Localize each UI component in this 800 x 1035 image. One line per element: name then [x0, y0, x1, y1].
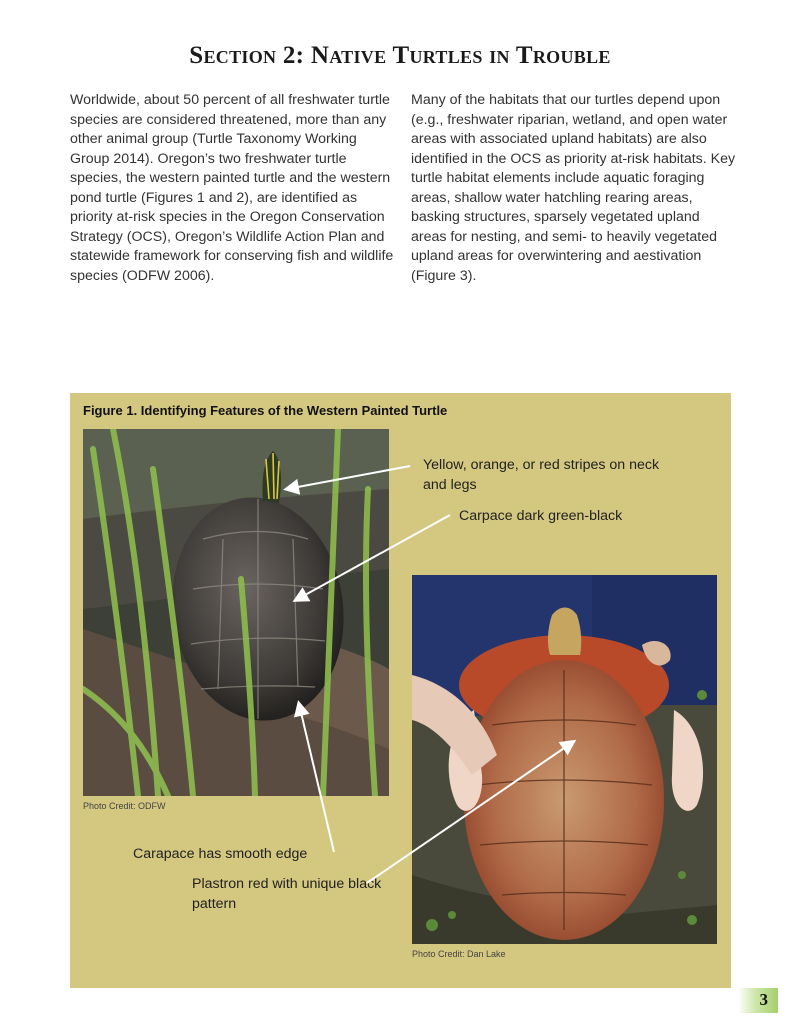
page-number-tab [738, 988, 778, 1013]
label-neck-stripes: Yellow, orange, or red stripes on neck and legs [423, 457, 660, 493]
body-text-right-column: Many of the habitats that our turtles depend upon (e.g., freshwater riparian, wetland, and open water areas with associated upland habitats) are also identified in the OCS as priority at-risk habitats. Key turtle habitat elements include aquatic foraging areas, shallow water hatchling rearing areas, basking structures, sparsely vegetated upland areas for nesting, and semi- to heavily vegetated upland areas for overwintering and aestivation (Figure 3). [411, 92, 736, 284]
body-text-left-column: Worldwide, about 50 percent of all freshwater turtle species are considered threatened, more than any other animal group (Turtle Taxonomy Working Group 2014). Oregon’s two freshwater turtle species, the western painted turtle and the western pond turtle (Figures 1 and 2), are identified as priority at-risk species in the Oregon Conservation Strategy (OCS), Oregon’s Wildlife Action Plan and statewide framework for conserving fish and wildlife species (ODFW 2006). [70, 92, 394, 284]
page-number: 3 [759, 990, 768, 1009]
turtle-carapace-photo [83, 429, 389, 796]
photo-credit-odfw: Photo Credit: ODFW [83, 801, 166, 811]
figure-caption: Figure 1. Identifying Features of the Western Painted Turtle [83, 403, 448, 418]
label-carpace-color: Carpace dark green-black [459, 508, 623, 524]
label-plastron-pattern: Plastron red with unique black pattern [192, 876, 382, 912]
turtle-plastron-photo [412, 575, 717, 944]
photo-credit-dan-lake: Photo Credit: Dan Lake [412, 949, 506, 959]
label-smooth-edge: Carapace has smooth edge [133, 846, 308, 862]
figure-1-box [70, 393, 731, 988]
page-title: Section 2: Native Turtles in Trouble [189, 42, 611, 69]
